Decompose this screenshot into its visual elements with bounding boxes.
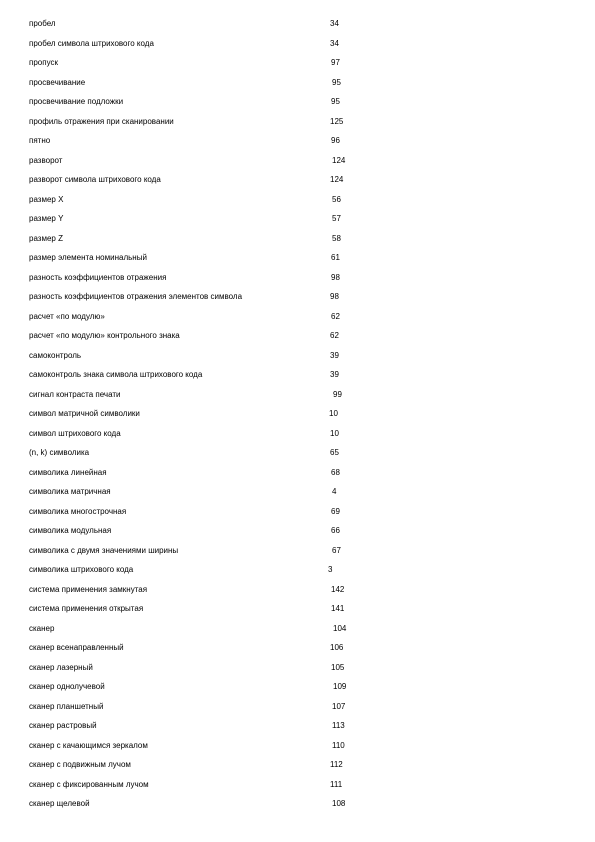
index-entry [0,662,595,676]
index-term: сканер щелевой [29,799,90,808]
index-term: разворот символа штрихового кода [29,175,161,184]
index-entry [0,681,595,695]
index-term: сканер с подвижным лучом [29,760,131,769]
index-page-number: 141 [331,604,345,613]
index-page-number: 34 [330,38,339,48]
index-term: сигнал контраста печати [29,389,121,399]
index-entry [0,155,595,169]
index-page-number: 111 [330,779,343,789]
index-term: размер элемента номинальный [29,253,147,262]
index-page-number: 97 [331,58,340,67]
index-entry [0,77,595,91]
index-entry [0,369,595,383]
index-term: сканер лазерный [29,662,93,672]
index-entry [0,779,595,793]
index-term: разность коэффициентов отражения [29,272,167,282]
index-term: символика с двумя значениями ширины [29,545,179,555]
index-term: символика модульная [29,526,112,535]
index-term: профиль отражения при сканировании [29,116,174,126]
index-entry [0,135,595,149]
index-term: пробел символа штрихового кода [29,38,154,48]
index-page-number: 99 [333,389,342,399]
index-term: пробел [29,19,56,28]
index-entry [0,233,595,247]
index-page-number: 124 [330,175,344,184]
index-page-number: 61 [331,253,340,262]
index-page-number: 58 [332,233,341,243]
index-entry [0,18,595,32]
index-page-number: 113 [332,721,345,730]
index-entry [0,408,595,422]
index-term: система применения замкнутая [29,584,148,594]
index-page-number: 108 [332,799,346,808]
index-term: размер Y [29,214,64,223]
index-page-number: 95 [332,77,341,87]
index-entry [0,545,595,559]
index-term: просвечивание подложки [29,97,124,106]
index-entry [0,642,595,656]
index-page-number: 57 [332,214,341,223]
index-page-number: 69 [331,506,340,516]
index-entry [0,623,595,637]
index-term: пропуск [29,58,58,67]
index-page-number: 56 [332,194,341,204]
index-term: сканер всенаправленный [29,643,124,652]
index-entry [0,272,595,286]
index-page-number: 112 [330,760,343,769]
index-page-number: 104 [333,623,347,633]
index-term: размер X [29,194,64,204]
index-term: самоконтроль [29,350,82,360]
index-entry [0,194,595,208]
index-entry [0,428,595,442]
index-term: сканер с фиксированным лучом [29,779,149,789]
index-entry [0,486,595,500]
index-term: сканер однолучевой [29,682,105,691]
index-entry [0,350,595,364]
index-page-number: 125 [330,116,344,126]
index-entry [0,584,595,598]
index-page-number: 109 [333,682,347,691]
index-term: символика штрихового кода [29,565,134,574]
index-entry [0,525,595,539]
index-term: разворот [29,155,63,165]
index-entry [0,389,595,403]
index-term: символика линейная [29,467,107,477]
index-page-number: 66 [331,526,340,535]
index-term: символика многострочная [29,506,127,516]
index-term: пятно [29,136,51,145]
index-page-number: 107 [332,701,346,711]
index-term: сканер растровый [29,721,97,730]
index-entry [0,798,595,812]
index-page-number: 110 [332,740,345,750]
index-entry [0,506,595,520]
index-page-number: 142 [331,584,345,594]
index-entry [0,603,595,617]
index-entry [0,330,595,344]
index-term: самоконтроль знака символа штрихового кода [29,370,203,379]
index-page-number: 39 [330,350,339,360]
index-term: сканер планшетный [29,701,104,711]
index-page-number: 124 [332,155,346,165]
index-entry [0,174,595,188]
index-entry [0,213,595,227]
index-page-number: 34 [330,19,339,28]
index-entry [0,116,595,130]
index-page-number: 68 [331,467,340,477]
index-term: размер Z [29,233,63,243]
index-page-number: 67 [332,545,341,555]
index-term: расчет «по модулю» контрольного знака [29,331,180,340]
index-term: разность коэффициентов отражения элементов символа [29,292,243,301]
index-entry [0,759,595,773]
index-page-number: 62 [331,311,340,321]
index-page-number: 95 [331,97,340,106]
index-entry [0,96,595,110]
index-page-number: 10 [330,428,339,438]
index-entry [0,467,595,481]
index-page-number: 106 [330,643,344,652]
index-page-number: 105 [331,662,345,672]
index-term: просвечивание [29,77,86,87]
index-entry [0,701,595,715]
index-page-number: 98 [331,272,340,282]
index-entry [0,740,595,754]
index-page-number: 4 [332,487,337,496]
index-entry [0,720,595,734]
index-term: символ матричной символики [29,409,140,418]
index-entry [0,57,595,71]
index-page-number: 39 [330,370,339,379]
index-page-number: 10 [329,409,338,418]
index-term: (n, k) символика [29,448,90,457]
index-page-number: 65 [330,448,339,457]
index-entry [0,38,595,52]
index-term: сканер с качающимся зеркалом [29,740,148,750]
index-page-number: 3 [328,565,333,574]
index-entry [0,564,595,578]
index-entry [0,291,595,305]
index-term: символика матричная [29,487,111,496]
index-entry [0,447,595,461]
index-page-number: 62 [330,331,339,340]
index-entry [0,311,595,325]
index-page-number: 96 [331,136,340,145]
index-term: система применения открытая [29,604,144,613]
index-page-number: 98 [330,292,339,301]
index-term: символ штрихового кода [29,428,121,438]
index-term: расчет «по модулю» [29,311,105,321]
index-term: сканер [29,623,55,633]
index-entry [0,252,595,266]
